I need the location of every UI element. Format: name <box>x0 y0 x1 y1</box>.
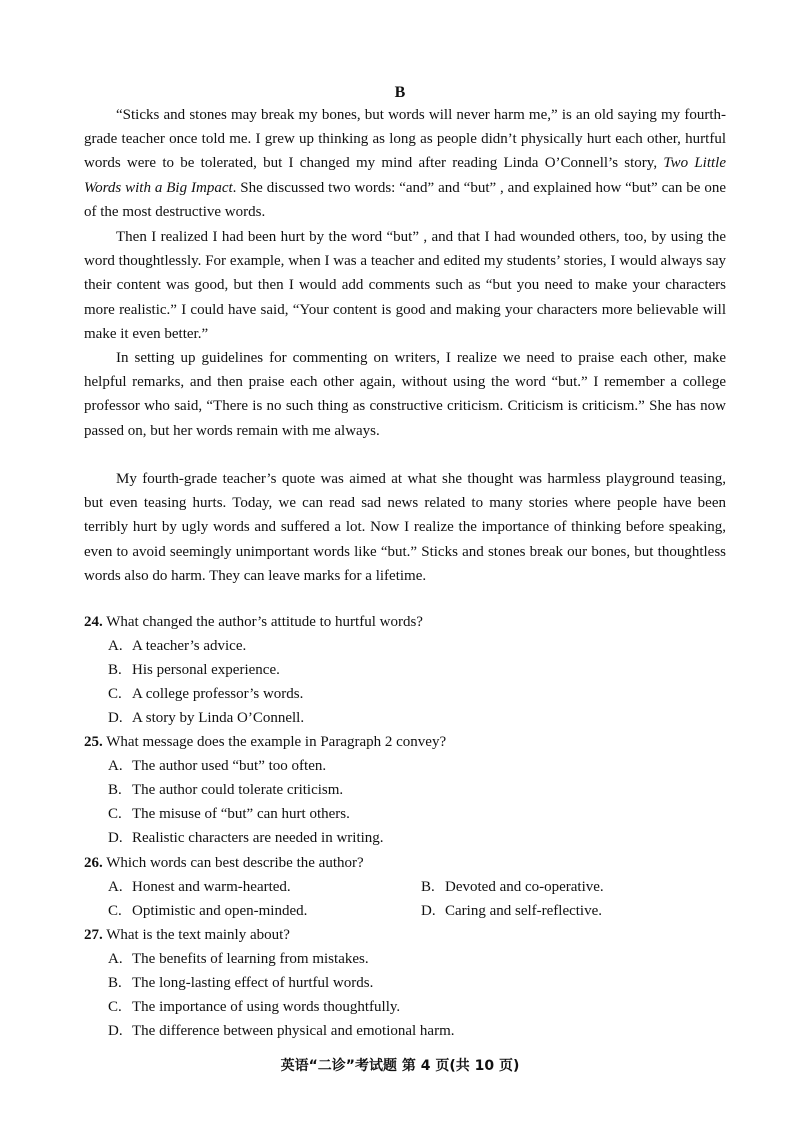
option-letter: C. <box>108 999 122 1015</box>
option-letter: D. <box>108 830 123 846</box>
option-text: The long-lasting effect of hurtful words. <box>132 975 374 991</box>
p1-text-before: “Sticks and stones may break my bones, but words will never harm me,” is an old saying my fourth-grade teacher once told me. I grew up thinking as long as people didn’t physically hurt each other, hurtful words were to be tolerated, but I changed my mind after reading Linda O’Connell’s story, <box>84 107 726 172</box>
option-letter: D. <box>108 1023 123 1039</box>
option-26-c[interactable] <box>108 899 307 923</box>
passage-paragraph-1 <box>84 103 726 224</box>
option-26-b[interactable] <box>421 875 604 899</box>
option-text: Honest and warm-hearted. <box>132 879 291 895</box>
option-text: A teacher’s advice. <box>132 638 247 654</box>
option-26-a[interactable] <box>108 875 291 899</box>
option-26-d[interactable] <box>421 899 602 923</box>
option-text: The importance of using words thoughtfully. <box>132 999 401 1015</box>
option-letter: B. <box>108 782 122 798</box>
option-24-b[interactable] <box>108 658 280 682</box>
option-text: Optimistic and open-minded. <box>132 903 308 919</box>
option-text: The author could tolerate criticism. <box>132 782 344 798</box>
option-letter: A. <box>108 758 123 774</box>
option-letter: C. <box>108 903 122 919</box>
option-27-c[interactable] <box>108 995 400 1019</box>
question-24 <box>84 610 423 634</box>
question-number: 25. <box>84 734 103 750</box>
option-text: Realistic characters are needed in writing. <box>132 830 384 846</box>
section-title: B <box>394 84 406 101</box>
option-text: A college professor’s words. <box>132 686 304 702</box>
question-text: What changed the author’s attitude to hurtful words? <box>106 614 423 630</box>
p1-text-after: . She discussed two words: “and” and “but” , and explained how “but” can be one of the most destructive words. <box>84 179 726 220</box>
option-letter: A. <box>108 951 123 967</box>
option-letter: C. <box>108 686 122 702</box>
option-27-d[interactable] <box>108 1019 455 1043</box>
question-number: 26. <box>84 855 103 871</box>
option-letter: A. <box>108 638 123 654</box>
question-text: Which words can best describe the author? <box>106 855 364 871</box>
option-24-a[interactable] <box>108 634 246 658</box>
passage-paragraph-3: In setting up guidelines for commenting on writers, I realize we need to praise each other, make helpful remarks, and then praise each other again, without using the word “but.” I remember a college professor who said, “There is no such thing as constructive criticism. Criticism is criticism.” She has now passed on, but her words remain with me always. <box>84 350 726 439</box>
option-text: Devoted and co-operative. <box>445 879 604 895</box>
option-27-a[interactable] <box>108 947 369 971</box>
question-text: What message does the example in Paragraph 2 convey? <box>106 734 447 750</box>
option-letter: B. <box>421 879 435 895</box>
question-number: 27. <box>84 927 103 943</box>
option-25-a[interactable] <box>108 754 326 778</box>
option-text: The misuse of “but” can hurt others. <box>132 806 350 822</box>
option-25-b[interactable] <box>108 778 343 802</box>
question-number: 24. <box>84 614 103 630</box>
option-24-d[interactable] <box>108 706 304 730</box>
option-27-b[interactable] <box>108 971 373 995</box>
option-letter: D. <box>421 903 436 919</box>
question-27 <box>84 923 290 947</box>
option-letter: B. <box>108 975 122 991</box>
passage-paragraph-4: My fourth-grade teacher’s quote was aimed at what she thought was harmless playground teasing, but even teasing hurts. Today, we can read sad news related to many stories where people have been terribly hurt by ugly words and suffered a lot. Now I realize the importance of thinking before speaking, even to avoid seemingly unimportant words like “but.” Sticks and stones break our bones, but thoughtless words also do harm. They can leave marks for a lifetime. <box>84 471 726 584</box>
option-letter: B. <box>108 662 122 678</box>
option-text: The difference between physical and emotional harm. <box>132 1023 455 1039</box>
story-title: Two Little Words with a Big Impact <box>84 155 727 196</box>
option-text: The benefits of learning from mistakes. <box>132 951 369 967</box>
page-footer: 英语“二诊”考试题 第 4 页(共 10 页) <box>280 1058 520 1074</box>
question-26 <box>84 851 364 875</box>
option-25-c[interactable] <box>108 802 350 826</box>
option-text: A story by Linda O’Connell. <box>132 710 305 726</box>
option-letter: C. <box>108 806 122 822</box>
option-24-c[interactable] <box>108 682 303 706</box>
option-text: His personal experience. <box>132 662 280 678</box>
option-letter: D. <box>108 710 123 726</box>
question-text: What is the text mainly about? <box>106 927 290 943</box>
passage-paragraph-2: Then I realized I had been hurt by the word “but” , and that I had wounded others, too, by using the word thoughtlessly. For example, when I was a teacher and edited my students’ stories, I would always say their content was good, but then I would add comments such as “but you need to make your characters more realistic.” I could have said, “Your content is good and making your characters more believable will make it even better.” <box>84 229 726 342</box>
option-text: Caring and self-reflective. <box>445 903 603 919</box>
option-text: The author used “but” too often. <box>132 758 327 774</box>
option-25-d[interactable] <box>108 826 384 850</box>
option-letter: A. <box>108 879 123 895</box>
question-25 <box>84 730 446 754</box>
